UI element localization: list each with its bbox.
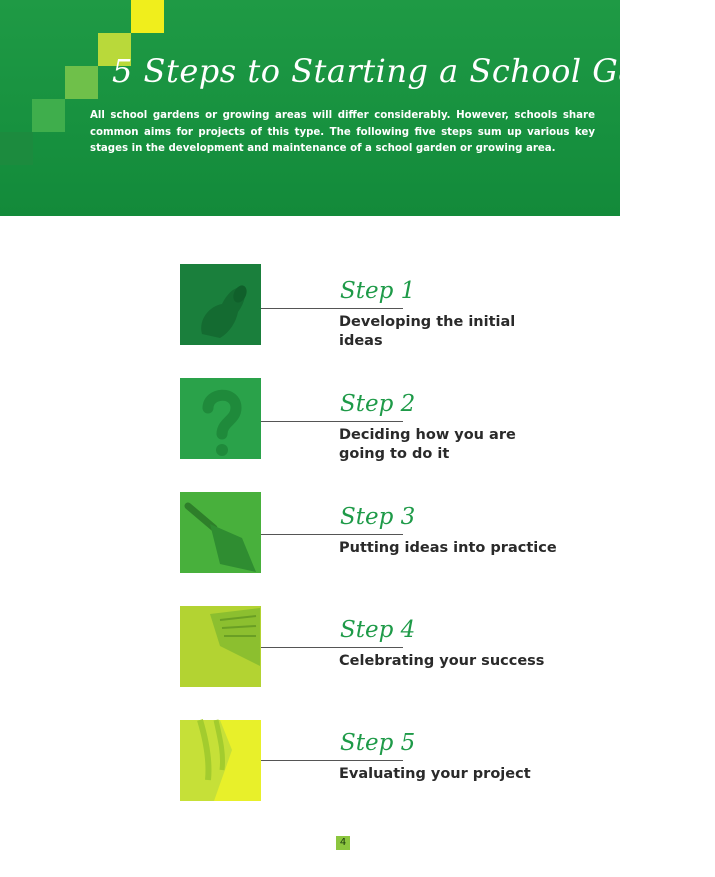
step-4-label: Step 4 [340, 617, 416, 643]
vegetables-icon [180, 720, 261, 801]
question-mark-icon [180, 378, 261, 459]
step-3-divider [261, 534, 403, 535]
step-1-image [180, 264, 261, 345]
deco-square [0, 132, 33, 165]
step-4-divider [261, 647, 403, 648]
step-4-description: Celebrating your success [339, 653, 545, 669]
header-banner [0, 0, 715, 216]
intro-paragraph: All school gardens or growing areas will differ considerably. However, schools share common aims for projects of this type. The following five steps sum up various key stages in the development and maintenance of a school garden or growing area. [90, 110, 595, 154]
step-2-label: Step 2 [340, 391, 416, 417]
step-5-divider [261, 760, 403, 761]
trowel-icon [180, 492, 261, 573]
step-4-image [180, 606, 261, 687]
page-title: 5 Steps to Starting a School Garden [112, 52, 715, 90]
step-3-description: Putting ideas into practice [339, 540, 557, 556]
hand-with-seed-icon [180, 264, 261, 345]
deco-square [65, 66, 98, 99]
deco-square [32, 99, 65, 132]
page-number: 4 [336, 836, 350, 850]
deco-square [131, 0, 164, 33]
step-3-label: Step 3 [340, 504, 416, 530]
step-5-description: Evaluating your project [339, 766, 531, 782]
step-3-image [180, 492, 261, 573]
newspaper-icon [180, 606, 261, 687]
step-1-label: Step 1 [340, 278, 416, 304]
step-1-divider [261, 308, 403, 309]
step-2-image [180, 378, 261, 459]
step-5-label: Step 5 [340, 730, 416, 756]
step-5-image [180, 720, 261, 801]
step-2-description: Deciding how you are going to do it [339, 427, 516, 462]
step-2-divider [261, 421, 403, 422]
step-1-description: Developing the initial ideas [339, 314, 516, 349]
